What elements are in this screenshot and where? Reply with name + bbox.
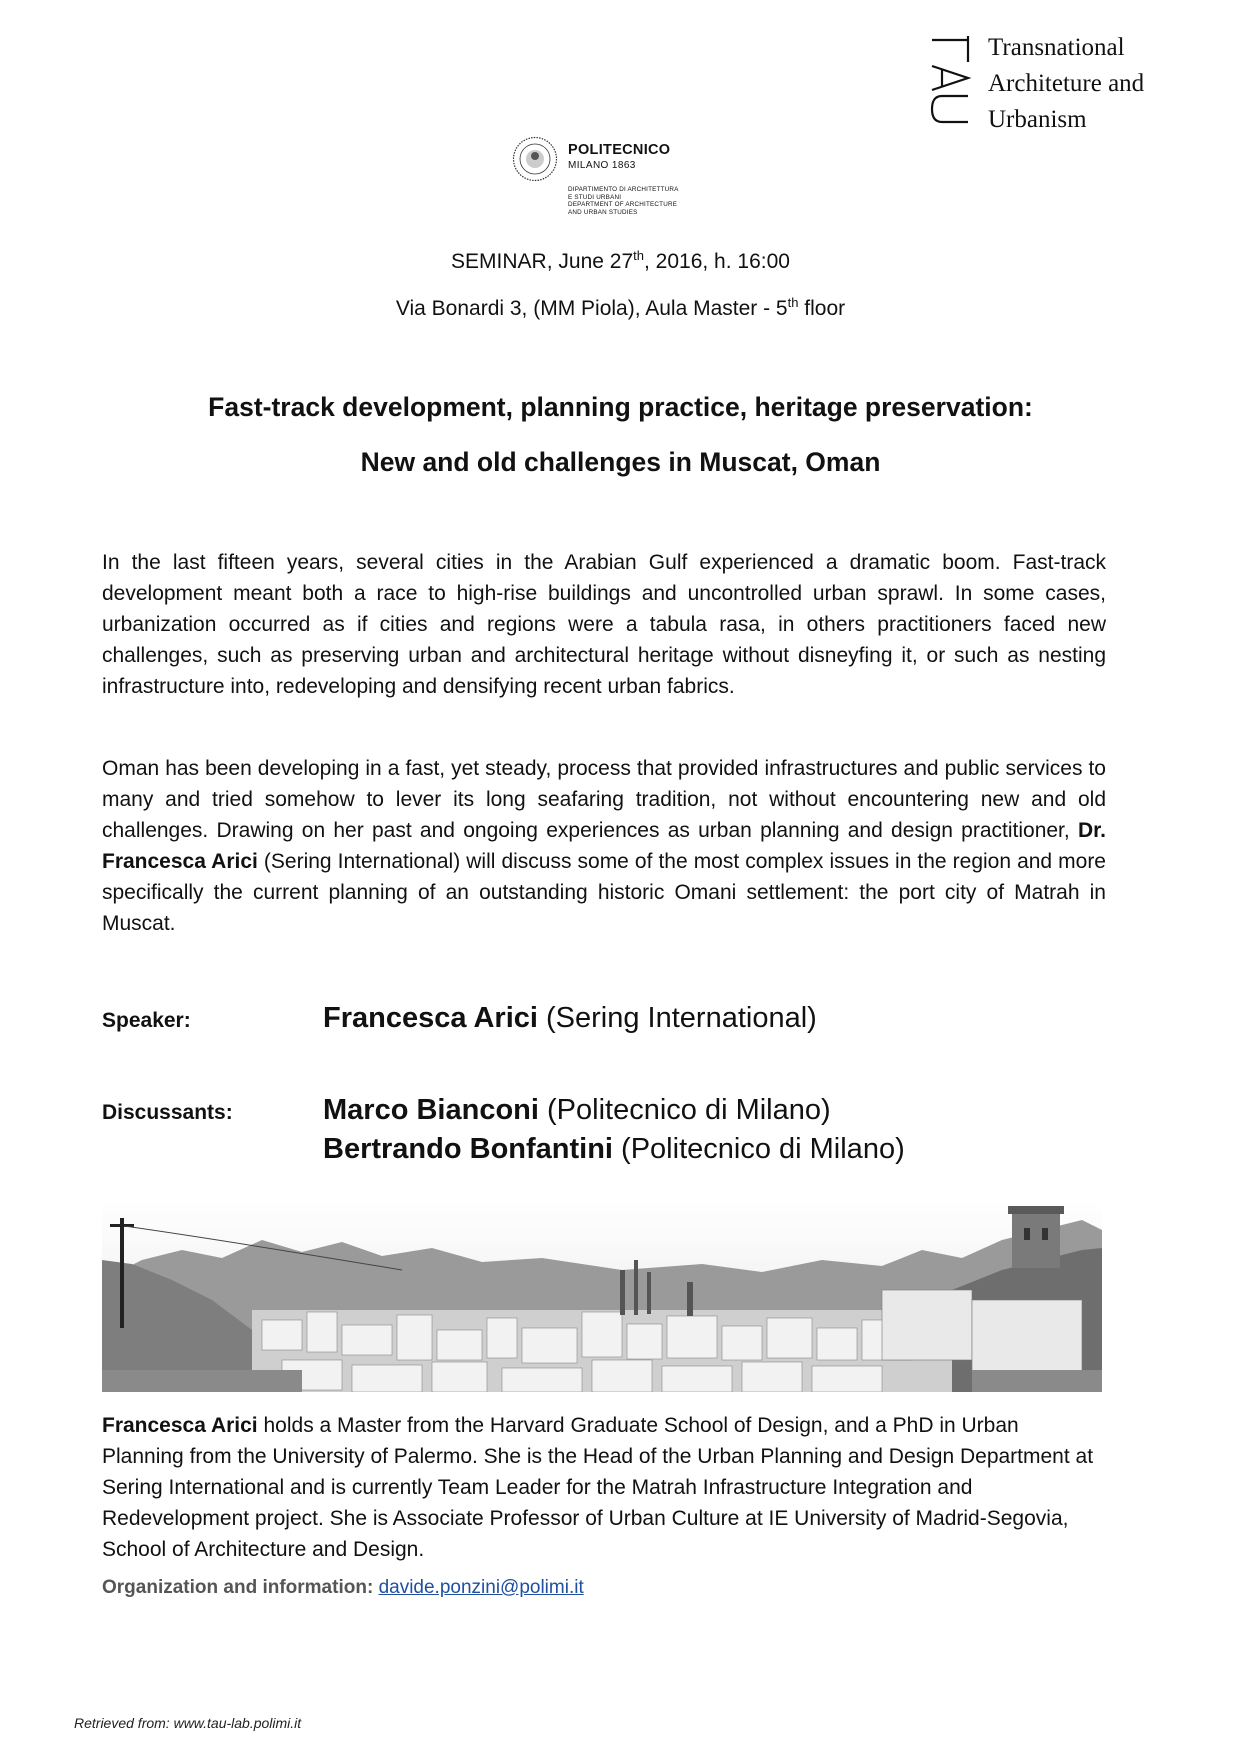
tau-logo (928, 30, 1228, 133)
organization-info (102, 1577, 584, 1599)
discussants-label: Discussants: (102, 1101, 233, 1124)
dept-line: DEPARTMENT OF ARCHITECTURE (568, 201, 678, 208)
tau-logo-text (988, 30, 1144, 138)
polimi-department (568, 186, 679, 216)
seminar-date: SEMINAR, June 27th, 2016, h. 16:00 (451, 248, 790, 273)
speaker-name: Francesca Arici (Sering International) (323, 1002, 817, 1034)
tau-line-3: Urbanism (988, 106, 1087, 133)
abstract-paragraph-2: Oman has been developing in a fast, yet steady, process that provided infrastructures and public services to many and tried somehow to lever its long seafaring tradition, not without encountering new and old challenges. Drawing on her past and ongoing experiences as urban planning and design practitioner, Dr. Francesca Arici (Sering International) will discuss some of the most complex issues in the region and more specifically the current planning of an outstanding historic Omani settlement: the port city of Matrah in Muscat. (102, 757, 1106, 935)
dept-line: AND URBAN STUDIES (568, 208, 638, 216)
dept-line: E STUDI URBANI (568, 193, 622, 201)
abstract-paragraph-1: In the last fifteen years, several cities in the Arabian Gulf experienced a dramatic boom. Fast-track development meant both a race to high-rise buildings and uncontrolled urban sprawl. In some cases, urbanization occurred as if cities and regions were a tabula rasa, in others practitioners faced new challenges, such as preserving urban and architectural heritage without disneyfing it, or such as nesting infrastructure into, redeveloping and densifying recent urban fabrics. (102, 551, 1106, 698)
tau-line-1: Transnational (988, 34, 1125, 61)
discussant-name: Bertrando Bonfantini (Politecnico di Milano) (323, 1133, 905, 1165)
organization-label: Organization and information: (102, 1577, 374, 1598)
polimi-sub: MILANO 1863 (568, 160, 636, 171)
tau-line-2: Architeture and (988, 70, 1145, 97)
retrieved-from-note: Retrieved from: www.tau-lab.polimi.it (74, 1715, 302, 1731)
seminar-venue: Via Bonardi 3, (MM Piola), Aula Master - 5th floor (395, 295, 846, 320)
organization-email-link[interactable]: davide.ponzini@polimi.it (378, 1577, 584, 1598)
polimi-logo (512, 136, 712, 228)
muscat-panorama-photo (102, 1200, 1102, 1392)
seminar-title-line-2: New and old challenges in Muscat, Oman (360, 447, 881, 477)
seminar-title-line-1: Fast-track development, planning practice, heritage preservation: (208, 392, 1033, 422)
tau-logo-mark (928, 34, 972, 126)
speaker-label: Speaker: (102, 1009, 191, 1032)
polimi-name: POLITECNICO (568, 142, 671, 158)
speaker-bio: Francesca Arici holds a Master from the Harvard Graduate School of Design, and a PhD in Urban Planning from the University of Palermo. She is the Head of the Urban Planning and Design Department at Sering International and is currently Team Leader for the Matrah Infrastructure Integration and Redevelopment project. She is Associate Professor of Urban Culture at IE University of Madrid-Segovia, School of Architecture and Design. (102, 1414, 1094, 1561)
dept-line: DIPARTIMENTO DI ARCHITETTURA (568, 186, 679, 193)
polimi-seal-icon (512, 136, 558, 182)
discussant-name: Marco Bianconi (Politecnico di Milano) (323, 1094, 831, 1126)
